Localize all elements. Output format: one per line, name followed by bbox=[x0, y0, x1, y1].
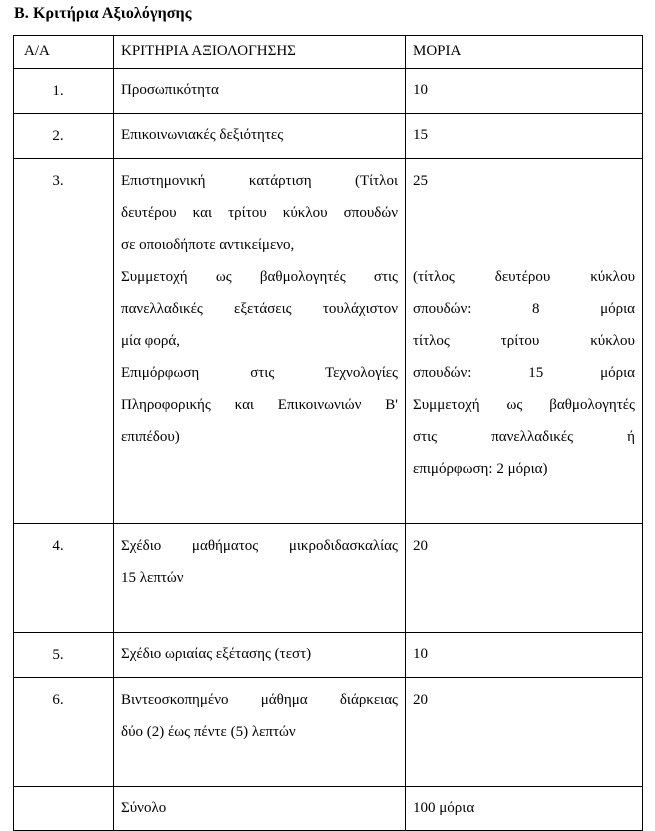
text-line: Σχέδιο μαθήματος μικροδιδασκαλίας bbox=[121, 538, 398, 554]
text-line: στις πανελλαδικές ή bbox=[413, 429, 635, 445]
cell-index bbox=[14, 114, 114, 159]
cell-index bbox=[14, 633, 114, 678]
criteria-text bbox=[114, 678, 405, 786]
row-index: 5. bbox=[52, 647, 64, 663]
criteria-text bbox=[114, 69, 405, 112]
text-line: (τίτλος δευτέρου κύκλου bbox=[413, 269, 635, 285]
table-row bbox=[14, 69, 643, 114]
header-cell-criteria bbox=[114, 36, 406, 69]
cell-index bbox=[14, 159, 114, 524]
cell-points bbox=[406, 678, 643, 787]
table-row bbox=[14, 159, 643, 524]
text-line: Σχέδιο ωριαίας εξέτασης (τεστ) bbox=[121, 646, 312, 662]
points-text bbox=[406, 678, 642, 722]
table-row bbox=[14, 678, 643, 787]
text-line: Επιστημονική κατάρτιση (Τίτλοι bbox=[121, 173, 398, 189]
table-row bbox=[14, 633, 643, 678]
cell-index bbox=[14, 787, 114, 831]
page-title: Β. Κριτήρια Αξιολόγησης bbox=[14, 5, 192, 22]
row-index: 2. bbox=[52, 128, 64, 144]
table-header-row bbox=[14, 36, 643, 69]
criteria-text bbox=[114, 524, 405, 632]
text-line: 15 λεπτών bbox=[121, 570, 184, 586]
cell-criteria bbox=[114, 678, 406, 787]
cell-criteria bbox=[114, 787, 406, 831]
text-line: Σύνολο bbox=[121, 800, 167, 816]
row-index: 6. bbox=[52, 692, 64, 708]
total-points bbox=[406, 787, 642, 830]
row-index bbox=[14, 787, 113, 799]
header-label-index: Α/Α bbox=[24, 43, 50, 59]
text-line: Επικοινωνιακές δεξιότητες bbox=[121, 127, 284, 143]
evaluation-criteria-table bbox=[13, 35, 643, 831]
points-text bbox=[406, 69, 642, 112]
cell-points bbox=[406, 787, 643, 831]
text-line: σπουδών: 15 μόρια bbox=[413, 365, 635, 381]
text-line: 25 bbox=[413, 173, 428, 189]
text-line: Βιντεοσκοπημένο μάθημα διάρκειας bbox=[121, 692, 398, 708]
text-line: πανελλαδικές εξετάσεις τουλάχιστον bbox=[121, 301, 398, 317]
text-line: σπουδών: 8 μόρια bbox=[413, 301, 635, 317]
cell-criteria bbox=[114, 159, 406, 524]
text-line: δύο (2) έως πέντε (5) λεπτών bbox=[121, 724, 296, 740]
text-line: Συμμετοχή ως βαθμολογητές στις bbox=[121, 269, 398, 285]
text-line: 20 bbox=[413, 538, 428, 554]
cell-criteria bbox=[114, 114, 406, 159]
text-line: 10 bbox=[413, 82, 428, 98]
cell-points bbox=[406, 633, 643, 678]
cell-points bbox=[406, 114, 643, 159]
points-text bbox=[406, 159, 642, 523]
row-index: 1. bbox=[52, 83, 64, 99]
header-label-points: ΜΟΡΙΑ bbox=[413, 43, 462, 59]
text-line: επιμόρφωση: 2 μόρια) bbox=[413, 461, 548, 477]
table-row bbox=[14, 524, 643, 633]
text-line: Πληροφορικής και Επικοινωνιών Β' bbox=[121, 397, 398, 413]
text-line: μία φορά, bbox=[121, 333, 180, 349]
table-total-row bbox=[14, 787, 643, 831]
text-line: Επιμόρφωση στις Τεχνολογίες bbox=[121, 365, 398, 381]
text-line: 10 bbox=[413, 646, 428, 662]
text-line: 20 bbox=[413, 692, 428, 708]
cell-criteria bbox=[114, 524, 406, 633]
cell-criteria bbox=[114, 633, 406, 678]
criteria-text bbox=[114, 114, 405, 157]
text-line: σε οποιοδήποτε αντικείμενο, bbox=[121, 237, 295, 253]
points-text bbox=[406, 524, 642, 568]
cell-points bbox=[406, 69, 643, 114]
cell-criteria bbox=[114, 69, 406, 114]
text-line: 100 μόρια bbox=[413, 800, 475, 816]
text-line: 15 bbox=[413, 127, 428, 143]
text-line: Συμμετοχή ως βαθμολογητές bbox=[413, 397, 635, 413]
text-line: δευτέρου και τρίτου κύκλου σπουδών bbox=[121, 205, 398, 221]
points-text bbox=[406, 114, 642, 157]
text-line: Προσωπικότητα bbox=[121, 82, 219, 98]
total-label bbox=[114, 787, 405, 830]
header-cell-index bbox=[14, 36, 114, 69]
cell-index bbox=[14, 678, 114, 787]
cell-points bbox=[406, 159, 643, 524]
cell-index bbox=[14, 69, 114, 114]
points-text bbox=[406, 633, 642, 676]
text-line: επιπέδου) bbox=[121, 429, 180, 445]
criteria-text bbox=[114, 159, 405, 491]
cell-index bbox=[14, 524, 114, 633]
cell-points bbox=[406, 524, 643, 633]
header-label-criteria: ΚΡΙΤΗΡΙΑ ΑΞΙΟΛΟΓΗΣΗΣ bbox=[121, 43, 296, 59]
text-line: τίτλος τρίτου κύκλου bbox=[413, 333, 635, 349]
table-row bbox=[14, 114, 643, 159]
row-index: 4. bbox=[52, 538, 64, 554]
criteria-text bbox=[114, 633, 405, 676]
header-cell-points bbox=[406, 36, 643, 69]
row-index: 3. bbox=[52, 173, 64, 189]
